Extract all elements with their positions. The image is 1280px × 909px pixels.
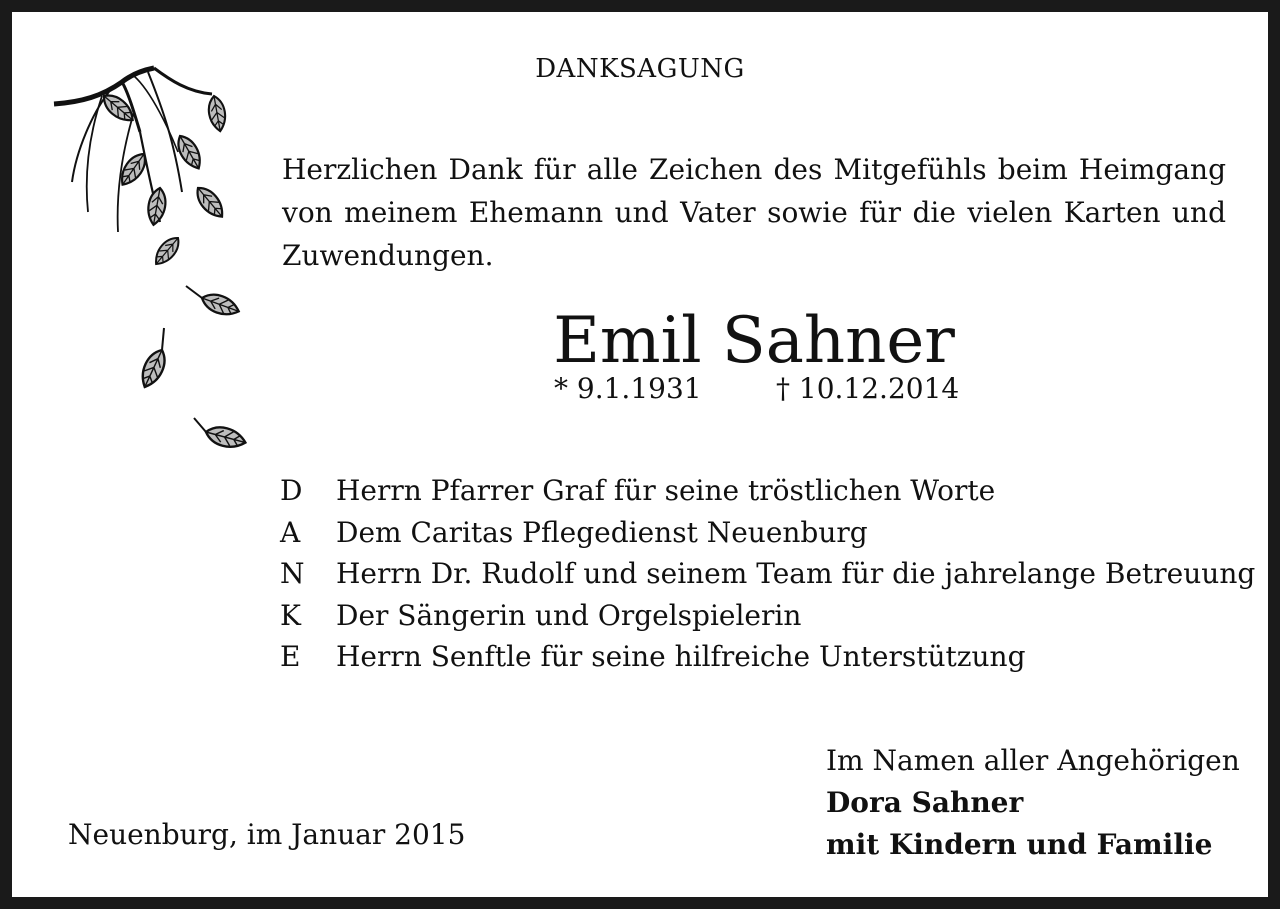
list-item <box>280 474 1255 516</box>
acrostic-letter: K <box>280 598 301 632</box>
birth-date: * 9.1.1931 <box>554 372 702 405</box>
thanks-list <box>280 474 1255 682</box>
acrostic-letter: A <box>280 515 301 549</box>
acrostic-letter: N <box>280 557 305 590</box>
list-item <box>280 640 1255 682</box>
list-item <box>280 557 1255 599</box>
thanks-text: Dem Caritas Pflegedienst Neuenburg <box>336 515 868 549</box>
heading: DANKSAGUNG <box>535 54 745 84</box>
signature-name: Dora Sahner <box>826 786 1024 819</box>
acrostic-letter: E <box>280 640 301 673</box>
branch-with-leaves-icon <box>52 52 262 472</box>
list-item <box>280 599 1255 641</box>
thanks-text: Herrn Senftle für seine hilfreiche Unterstützung <box>336 640 1026 673</box>
signature-line: Im Namen aller Angehörigen <box>826 744 1240 777</box>
intro-text: Herzlichen Dank für alle Zeichen des Mitgefühls beim Heimgang von meinem Ehemann und Vater sowie für die vielen Karten und Zuwendungen. <box>282 153 1226 272</box>
thanks-text: Herrn Pfarrer Graf für seine tröstlichen Worte <box>336 474 996 507</box>
obituary-card <box>12 12 1268 897</box>
death-date: † 10.12.2014 <box>776 372 960 405</box>
signature-block <box>826 740 1240 866</box>
deceased-name: Emil Sahner <box>553 304 955 378</box>
list-item <box>280 516 1255 558</box>
signature-family: mit Kindern und Familie <box>826 828 1213 861</box>
thanks-text: Der Sängerin und Orgelspielerin <box>336 598 802 632</box>
acrostic-letter: D <box>280 474 303 507</box>
thanks-text: Herrn Dr. Rudolf und seinem Team für die jahrelange Betreuung <box>336 557 1256 590</box>
place-date: Neuenburg, im Januar 2015 <box>68 818 466 851</box>
